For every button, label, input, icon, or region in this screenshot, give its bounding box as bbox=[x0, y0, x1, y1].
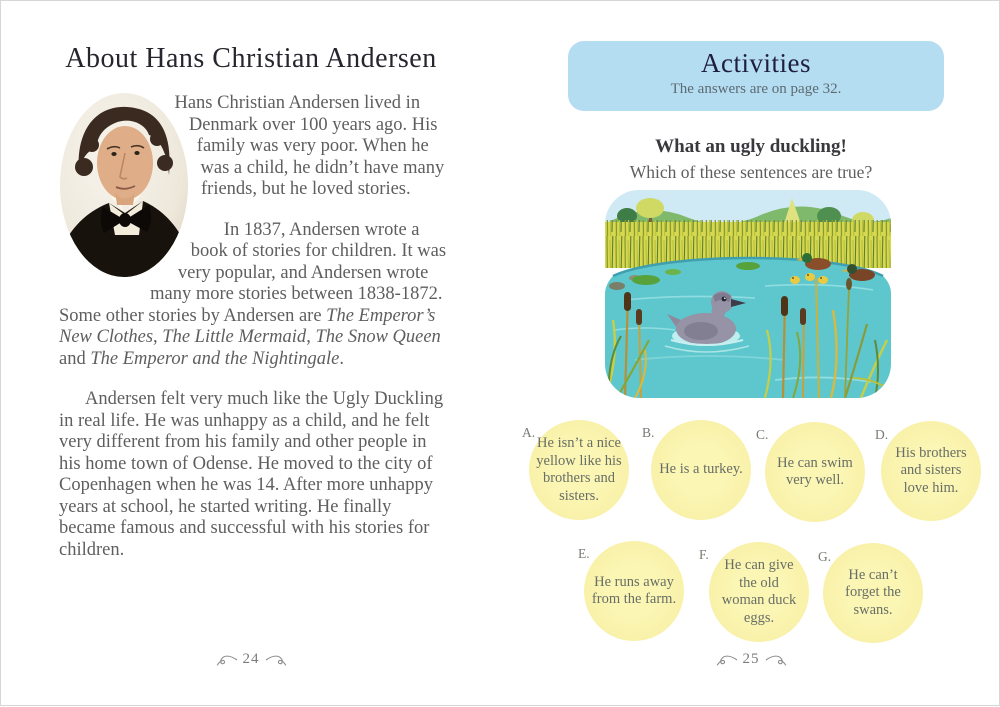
activities-subtitle: The answers are on page 32. bbox=[670, 81, 842, 97]
option-circle-c: He can swim very well. bbox=[765, 422, 865, 522]
page-number-text: 25 bbox=[742, 651, 760, 667]
option-circle-d: His brothers and sisters love him. bbox=[881, 421, 981, 521]
left-page bbox=[1, 1, 501, 707]
paragraph-2: In 1837, Andersen wrote a book of stories for children. It was very popular, and Andersen wrote many more stories between 1838-1872. Some other stories by Andersen are The Emperor’s New Clothes, The Little Mermaid, The Snow Queen and The Emperor and the Nightingale. bbox=[59, 219, 447, 369]
paragraph-1: Hans Christian Andersen lived in Denmark over 100 years ago. His family was very poor. When he was a child, he didn’t have many friends, but he loved stories. bbox=[174, 93, 445, 199]
andersen-portrait bbox=[59, 93, 189, 278]
option-circle-a: He isn’t a nice yellow like his brothers and sisters. bbox=[529, 420, 629, 520]
flourish-left-icon bbox=[716, 653, 738, 667]
right-page bbox=[501, 1, 1000, 707]
page-number-right bbox=[501, 651, 1000, 668]
paragraph-3: Andersen felt very much like the Ugly Duckling in real life. He was unhappy as a child, and he felt very different from his family and other people in his home town of Odense. He moved to the city of Copenhagen when he was 14. After more unhappy years at school, he started writing. He finally became famous and successful with his stories for children. bbox=[59, 389, 444, 560]
option-label-g: G. bbox=[818, 549, 832, 564]
pond-illustration bbox=[605, 190, 891, 398]
option-label-f: F. bbox=[699, 547, 709, 562]
option-circle-e: He runs away from the farm. bbox=[584, 541, 684, 641]
activities-title: Activities bbox=[701, 48, 811, 78]
page-number-left bbox=[1, 651, 501, 668]
activities-header bbox=[568, 41, 944, 111]
option-label-c: C. bbox=[756, 427, 769, 442]
exercise-question: Which of these sentences are true? bbox=[629, 162, 873, 182]
page-number-text: 24 bbox=[242, 651, 260, 667]
andersen-portrait-image bbox=[59, 93, 189, 278]
option-circle-f: He can give the old woman duck eggs. bbox=[709, 542, 809, 642]
flourish-left-icon bbox=[216, 653, 238, 667]
page-title: About Hans Christian Andersen bbox=[65, 43, 437, 74]
flourish-right-icon bbox=[265, 653, 287, 667]
option-label-b: B. bbox=[642, 425, 655, 440]
option-label-d: D. bbox=[875, 427, 889, 442]
option-label-e: E. bbox=[578, 546, 590, 561]
option-label-a: A. bbox=[522, 425, 536, 440]
option-circle-g: He can’t forget the swans. bbox=[823, 543, 923, 643]
option-circle-b: He is a turkey. bbox=[651, 420, 751, 520]
pond-illustration-image bbox=[605, 190, 891, 398]
about-text-block bbox=[59, 93, 449, 580]
exercise-title: What an ugly duckling! bbox=[655, 136, 847, 157]
flourish-right-icon bbox=[765, 653, 787, 667]
